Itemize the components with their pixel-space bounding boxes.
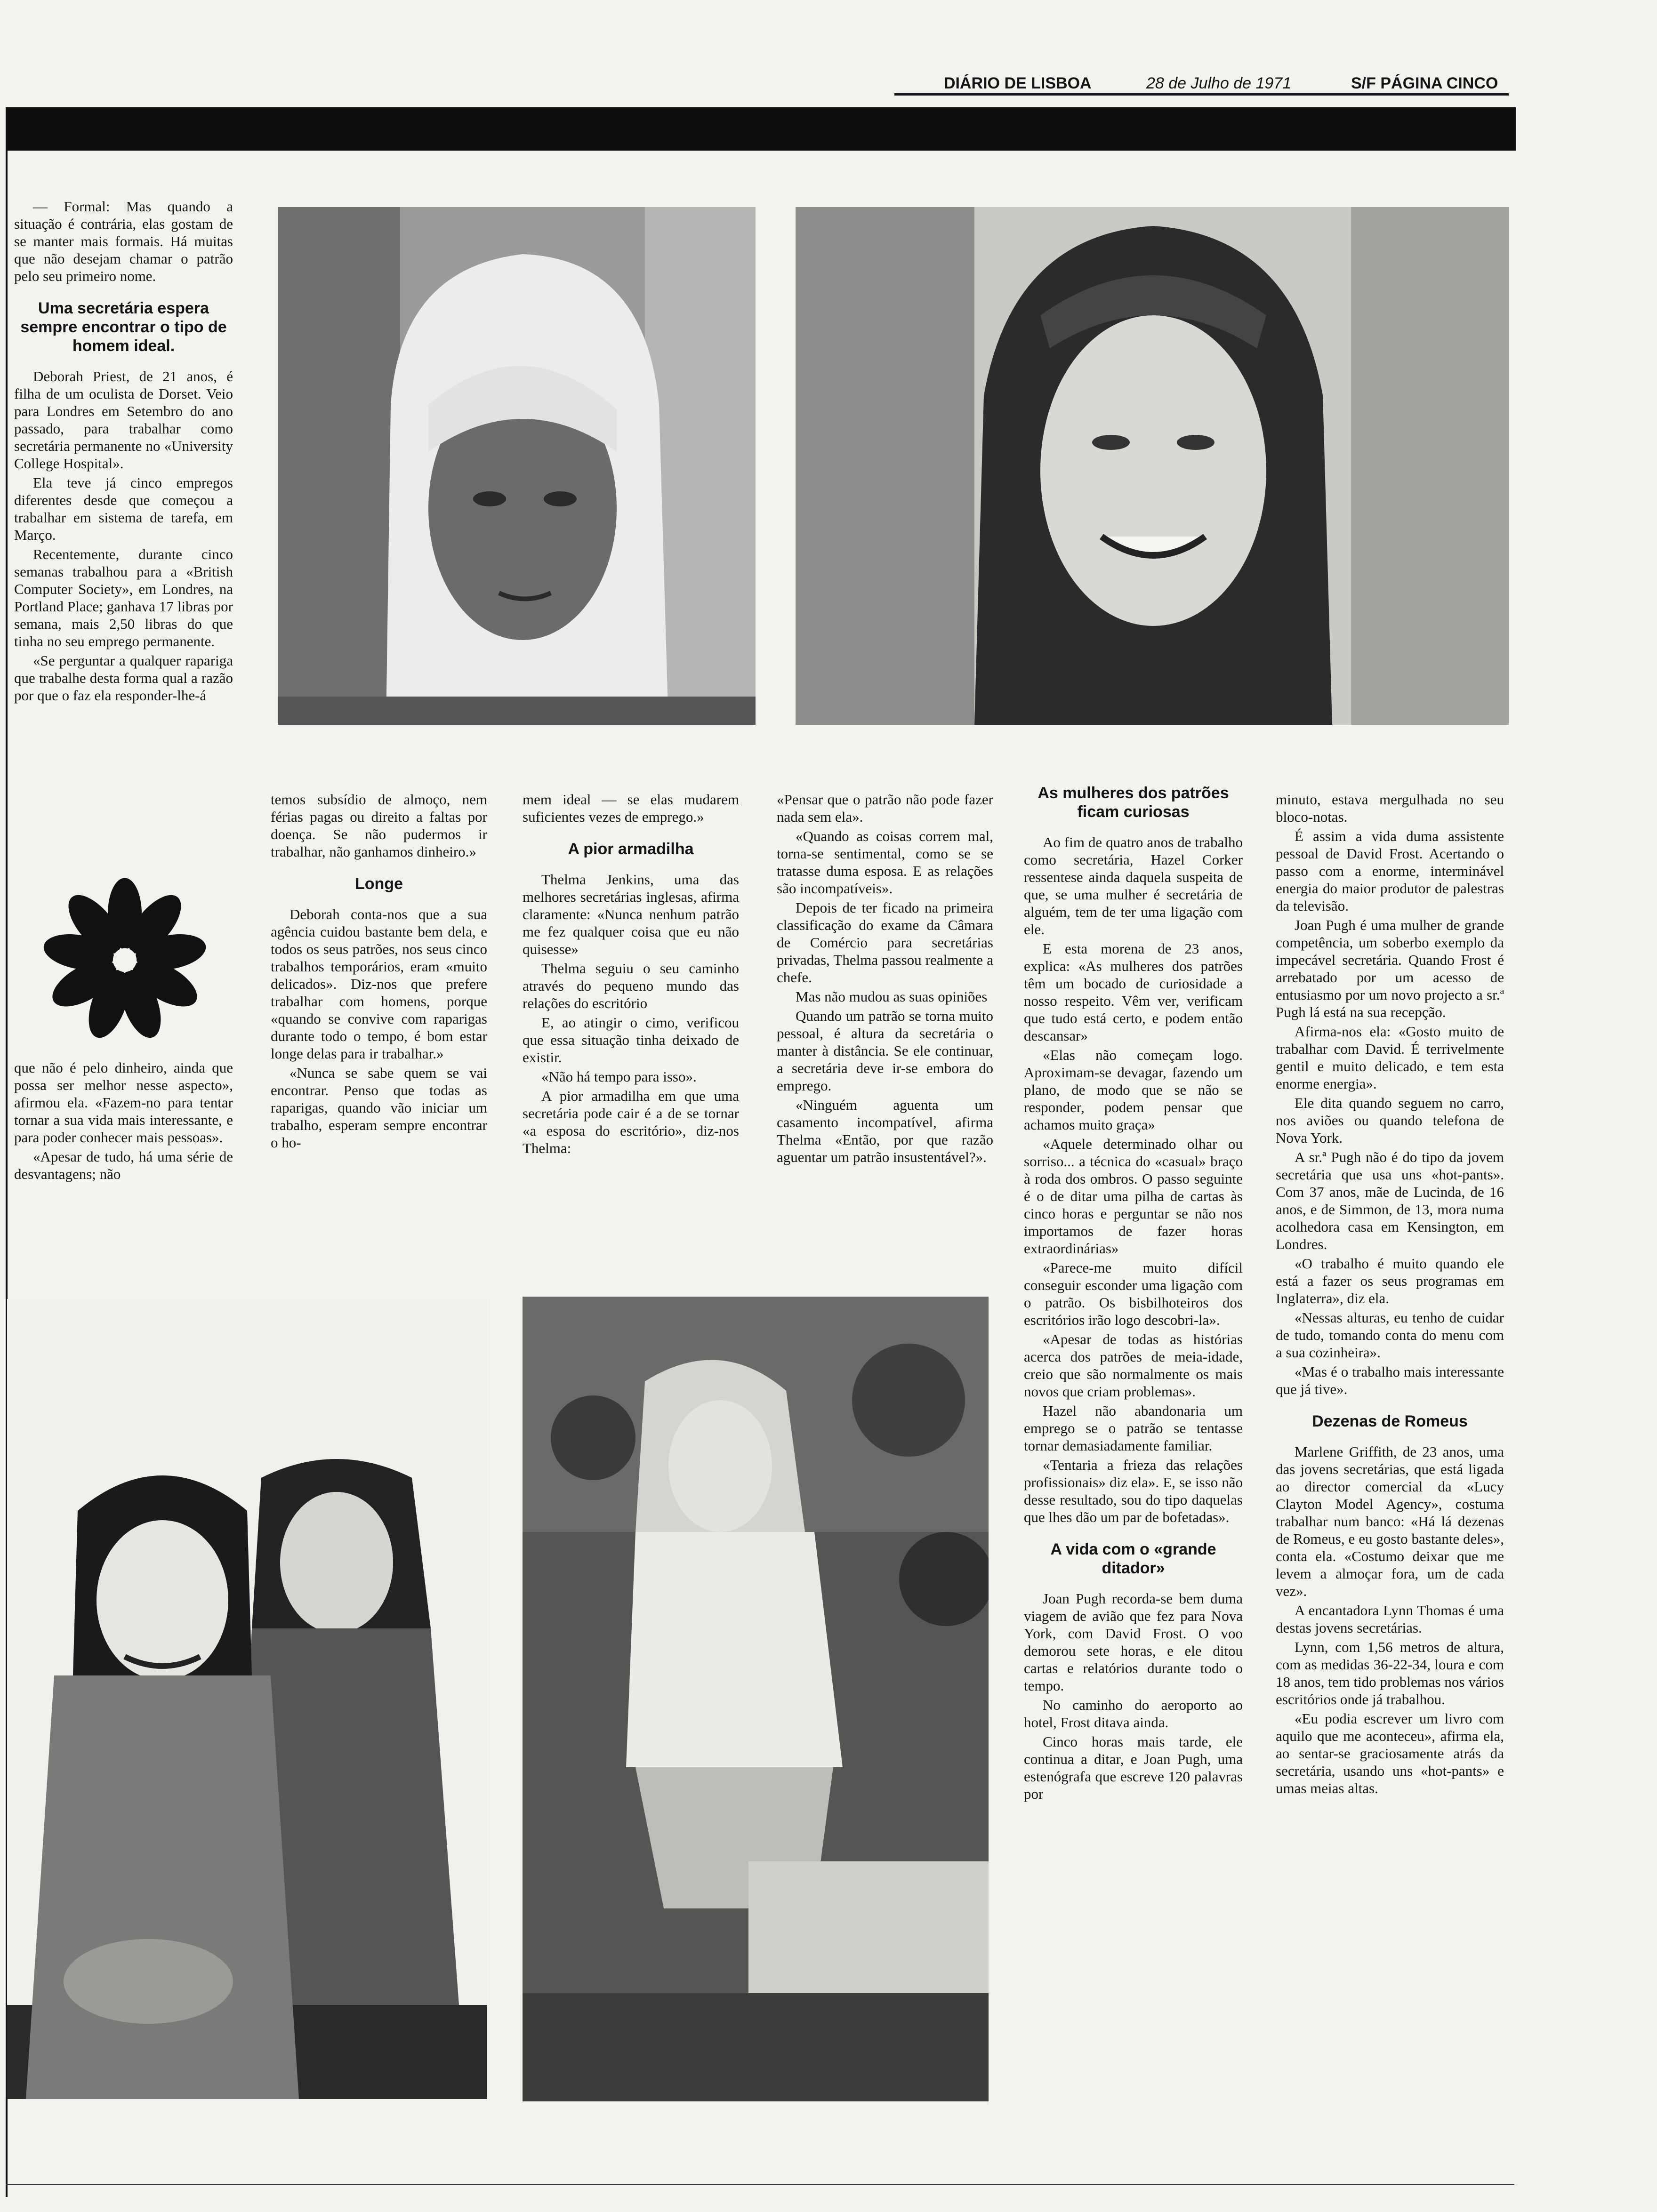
paragraph: Ao fim de quatro anos de trabalho como secretária, Hazel Corker ressentese ainda daquela suspeita de que, se uma mulher é secretária de alguém, tem de ter uma ligação com ele. [1024, 834, 1243, 938]
paragraph: Joan Pugh é uma mulher de grande competência, um soberbo exemplo da impecável secretária. Quando Frost é arrebatado por um acesso de entusiasmo por um novo projecto a sr.ª Pugh lá está na sua recepção. [1276, 917, 1504, 1020]
column-5 [1024, 784, 1243, 1804]
paragraph: Afirma-nos ela: «Gosto muito de trabalhar com David. É terrivelmente gentil e muito delicado, e tem esta enorme energia». [1276, 1023, 1504, 1092]
photo-woman-leaning [523, 1297, 989, 2101]
paragraph: Depois de ter ficado na primeira classificação do exame da Câmara de Comércio para secretárias privadas, Thelma passou realmente a chefe. [777, 899, 993, 986]
column-3 [523, 791, 739, 1159]
flower-icon [40, 875, 209, 1045]
paragraph: «O trabalho é muito quando ele está a fazer os seus programas em Inglaterra», diz ela. [1276, 1255, 1504, 1306]
publication-name: DIÁRIO DE LISBOA [944, 74, 1092, 92]
paragraph: «Elas não começam logo. Aproximam-se devagar, fazendo um plano, de modo que se não se responder, podem pensar que achamos muito graça» [1024, 1047, 1243, 1133]
header-black-band [7, 107, 1516, 151]
column-4 [777, 791, 993, 1168]
column-6 [1276, 791, 1504, 1799]
section-heading-dezenas-romeus: Dezenas de Romeus [1312, 1412, 1468, 1430]
paragraph: Lynn, com 1,56 metros de altura, com as medidas 36-22-34, loura e com 18 anos, tem tido problemas nos vários escritórios onde já trabalhou. [1276, 1639, 1504, 1707]
paragraph: «Nunca se sabe quem se vai encontrar. Penso que todas as raparigas, quando vão iniciar um trabalho, esperam sempre encontrar o ho- [271, 1065, 487, 1151]
paragraph: «Ninguém aguenta um casamento incompatível, afirma Thelma «Então, por que razão aguentar um patrão insustentável?». [777, 1097, 993, 1165]
paragraph: «Nessas alturas, eu tenho de cuidar de tudo, tomando conta do menu com a sua cozinheira». [1276, 1309, 1504, 1361]
paragraph: Recentemente, durante cinco semanas trabalhou para a «British Computer Society», em Londres, na Portland Place; ganhava 17 libras por semana, mais 2,50 libras do que tinha no seu emprego permanente. [14, 546, 233, 649]
section-heading-mulheres: As mulheres dos patrões ficam curiosas [1038, 784, 1229, 821]
paragraph: Deborah Priest, de 21 anos, é filha de um oculista de Dorset. Veio para Londres em Setembro do ano passado, para trabalhar como secretária permanente no «University College Hospital». [14, 368, 233, 472]
paragraph: É assim a vida duma assistente pessoal de David Frost. Acertando o passo com a enorme, interminável energia do maior produtor de palestras da televisão. [1276, 828, 1504, 914]
paragraph: «Parece-me muito difícil conseguir esconder uma ligação com o patrão. Os bisbilhoteiros dos escritórios irão logo descobri-la». [1024, 1259, 1243, 1328]
publication-date: 28 de Julho de 1971 [1146, 74, 1292, 92]
paragraph: Quando um patrão se torna muito pessoal, é altura da secretária o manter à distância. Se ele continuar, a secretária deve ir-se embora do emprego. [777, 1008, 993, 1094]
masthead-rule [894, 93, 1509, 96]
paragraph: Deborah conta-nos que a sua agência cuidou bastante bem dela, e todos os seus patrões, nos seus cinco trabalhos temporários, eram «muito delicados». Diz-nos que prefere trabalhar com homens, porque «quando se convive com raparigas durante todo o tempo, é bom estar longe delas para ir trabalhar.» [271, 906, 487, 1062]
paragraph: Marlene Griffith, de 23 anos, uma das jovens secretárias, que está ligada ao director comercial da «Lucy Clayton Model Agency», costuma trabalhar num banco: «Há lá dezenas de Romeus, e eu gosto bastante deles», conta ela. «Costumo deixar que me levem a almoçar fora, um de cada vez». [1276, 1443, 1504, 1599]
column-1-bottom [14, 1059, 233, 1185]
paragraph: «Não há tempo para isso». [541, 1068, 697, 1085]
paragraph: «Apesar de todas as histórias acerca dos patrões de meia-idade, creio que são normalmente os mais novos que criam problemas». [1024, 1331, 1243, 1400]
paragraph: «Eu podia escrever um livro com aquilo que me aconteceu», afirma ela, ao sentar-se graciosamente atrás da secretária, usando uns «hot-pants» e umas meias altas. [1276, 1710, 1504, 1796]
paragraph: No caminho do aeroporto ao hotel, Frost ditava ainda. [1024, 1697, 1243, 1731]
paragraph: temos subsídio de almoço, nem férias pagas ou direito a faltas por doença. Se não pudermos ir trabalhar, não ganhamos dinheiro.» [271, 791, 487, 860]
paragraph: E, ao atingir o cimo, verificou que essa situação tinha deixado de existir. [523, 1014, 739, 1066]
photo-blonde-woman [278, 207, 756, 725]
photo-two-women [7, 1299, 487, 2099]
paragraph: «Pensar que o patrão não pode fazer nada sem ela». [777, 791, 993, 825]
paragraph: que não é pelo dinheiro, ainda que possa ser melhor nesse aspecto», afirmou ela. «Fazem-no para tentar tornar a sua vida mais interessante, e para poder conhecer mais pessoas». [14, 1059, 233, 1146]
paragraph: A sr.ª Pugh não é do tipo da jovem secretária que usa uns «hot-pants». Com 37 anos, mãe de Lucinda, de 16 anos, e de Simmon, de 13, mora numa acolhedora casa em Kensington, em Londres. [1276, 1149, 1504, 1252]
photo-smiling-woman [796, 207, 1509, 725]
page-label: S/F PÁGINA CINCO [1351, 74, 1498, 92]
paragraph: minuto, estava mergulhada no seu bloco-notas. [1276, 791, 1504, 825]
paragraph: Ela teve já cinco empregos diferentes desde que começou a trabalhar em sistema de tarefa, em Março. [14, 474, 233, 543]
paragraph: — Formal: Mas quando a situação é contrária, elas gostam de se manter mais formais. Há muitas que não desejam chamar o patrão pelo seu primeiro nome. [14, 198, 233, 284]
paragraph: E esta morena de 23 anos, explica: «As mulheres dos patrões têm um bocado de curiosidade a nosso respeito. Vêm ver, verificam que tudo está certo, e podem então descansar» [1024, 940, 1243, 1044]
paragraph: «Se perguntar a qualquer rapariga que trabalhe desta forma qual a razão por que o faz ela responder-lhe-á [14, 652, 233, 704]
section-heading: Uma secretária espera sempre encontrar o tipo de homem ideal. [20, 299, 227, 355]
paragraph: «Quando as coisas correm mal, torna-se sentimental, como se se tratasse duma esposa. E as relações são incompatíveis». [777, 828, 993, 897]
section-heading-grande-ditador: A vida com o «grande ditador» [1050, 1540, 1216, 1577]
paragraph: «Tentaria a frieza das relações profissionais» diz ela». E, se isso não desse resultado, sou do tipo daquelas que lhes dão um par de bofetadas». [1024, 1457, 1243, 1525]
paragraph: Cinco horas mais tarde, ele continua a ditar, e Joan Pugh, uma estenógrafa que escreve 120 palavras por [1024, 1733, 1243, 1802]
paragraph: Thelma Jenkins, uma das melhores secretárias inglesas, afirma claramente: «Nunca nenhum patrão me fez qualquer coisa que eu não quisesse» [523, 871, 739, 957]
paragraph: A pior armadilha em que uma secretária pode cair é a de se tornar «a esposa do escritório», diz-nos Thelma: [523, 1088, 739, 1156]
paragraph: «Aquele determinado olhar ou sorriso... a técnica do «casual» braço à roda dos ombros. O passo seguinte é o de ditar uma pilha de cartas às cinco horas e perguntar se não nos importamos de fazer horas extraordinárias» [1024, 1136, 1243, 1257]
section-heading-pior-armadilha: A pior armadilha [568, 840, 694, 858]
paragraph: «Mas é o trabalho mais interessante que já tive». [1276, 1363, 1504, 1397]
paragraph: Hazel não abandonaria um emprego se o patrão se tentasse tornar demasiadamente familiar. [1024, 1403, 1243, 1454]
paragraph: «Apesar de tudo, há uma série de desvantagens; não [14, 1148, 233, 1182]
paragraph: Ele dita quando seguem no carro, nos aviões ou quando telefona de Nova York. [1276, 1095, 1504, 1146]
paragraph: Joan Pugh recorda-se bem duma viagem de avião que fez para Nova York, com David Frost. O voo demorou sete horas, e ele ditou cartas e relatórios durante todo o tempo. [1024, 1590, 1243, 1694]
paragraph: A encantadora Lynn Thomas é uma destas jovens secretárias. [1276, 1602, 1504, 1636]
paragraph: mem ideal — se elas mudarem suficientes vezes de emprego.» [523, 791, 739, 825]
column-1-top [14, 198, 233, 706]
column-2 [271, 791, 487, 1153]
bottom-rule [6, 2184, 1514, 2185]
paragraph: Mas não mudou as suas opiniões [796, 988, 988, 1005]
section-heading-longe: Longe [355, 875, 403, 893]
paragraph: Thelma seguiu o seu caminho através do pequeno mundo das relações do escritório [523, 960, 739, 1011]
